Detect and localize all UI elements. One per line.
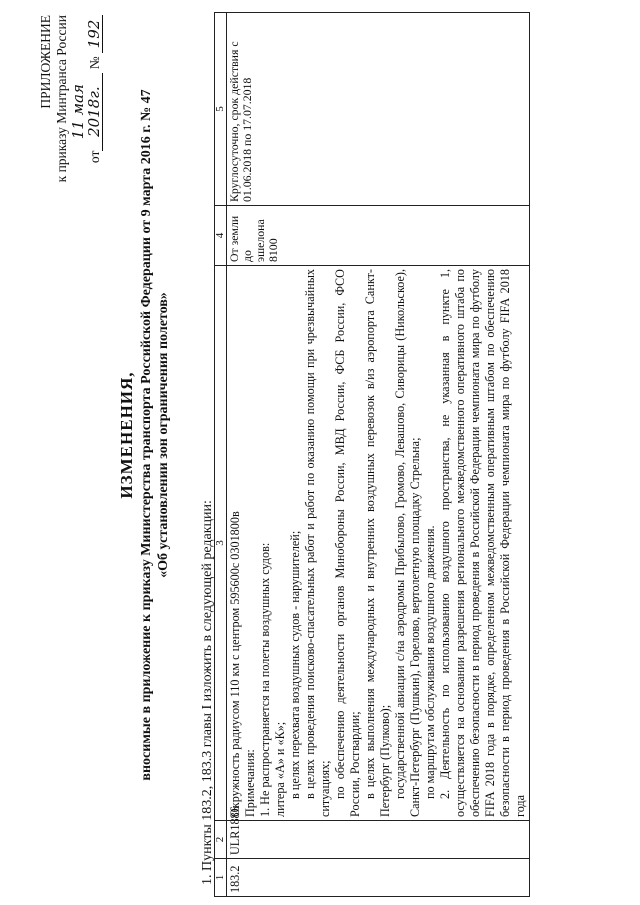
handwritten-date: 11 мая 2018г. xyxy=(70,73,103,151)
number-prefix: № xyxy=(87,56,102,70)
document-heading xyxy=(116,75,172,795)
description-line: по маршрутам обслуживания воздушного движения. xyxy=(423,525,437,799)
appendix-title: ПРИЛОЖЕНИЕ xyxy=(38,15,53,109)
appendix-date-line xyxy=(70,15,103,255)
intro-paragraph: 1. Пункты 183.2, 183.3 главы I изложить в следующей редакции: xyxy=(200,500,215,885)
table-header-row xyxy=(215,13,227,897)
heading-subtitle: вносимые в приложение к приказу Министерства транспорта Российской Федерации от 9 марта 2016 г. № 47 xyxy=(139,89,154,781)
zone-description-cell xyxy=(227,266,530,821)
heading-subtitle-2: «Об установлении зон ограничения полетов» xyxy=(156,292,171,578)
handwritten-number: 192 xyxy=(86,15,103,53)
zone-code-cell: ULR1886 xyxy=(227,821,530,859)
appendix-order-line: к приказу Минтранса России xyxy=(54,15,69,183)
restriction-zones-table xyxy=(214,12,530,897)
description-line: в целях проведения поисково-спасательных работ и работ по оказанию помощи при чрезвычайных ситуациях; xyxy=(303,269,332,817)
date-prefix: от xyxy=(87,150,102,164)
table-row xyxy=(227,13,530,897)
appendix-block xyxy=(38,15,103,255)
description-line: государственной авиации с/на аэродромы Прибылово, Громово, Левашово, Сиворицы (Никольское), Санкт-Петербург (Пушкин), Горелово, вертолетную площадку Стрельна; xyxy=(393,269,422,817)
item-number-cell: 183.2 xyxy=(227,859,530,897)
header-cell: 4 xyxy=(215,206,227,266)
description-line: Примечания: xyxy=(243,749,257,817)
altitude-cell: От земли до эшелона 8100 xyxy=(227,206,530,266)
description-line: 2. Деятельность по использованию воздушного пространства, не указанная в пункте 1, осуществляется на основании разрешения регионального межведомственного оперативного штаба по обеспечению безопасности в период проведения в Российской Федерации чемпионата мира по футболу FIFA 2018 года в порядке, определенном межведомственным оперативным штабом по обеспечению безопасности в период проведения в Российской Федерации чемпионата мира по футболу FIFA 2018 года xyxy=(438,269,527,817)
description-line: в целях выполнения международных и внутренних воздушных перевозок в/из аэропорта Санкт-Петербург (Пулково); xyxy=(363,269,392,817)
description-line: в целях перехвата воздушных судов - нарушителей; xyxy=(288,530,302,799)
description-line: по обеспечению деятельности органов Минобороны России, МВД России, ФСБ России, ФСО России, Росгвардии; xyxy=(333,269,362,817)
header-cell: 2 xyxy=(215,821,227,859)
description-line: Окружность радиусом 110 км с центром 595600с 0301800в xyxy=(228,511,242,817)
description-line: 1. Не распространяется на полеты воздушных судов: xyxy=(258,542,272,817)
header-cell: 3 xyxy=(215,266,227,821)
heading-title: ИЗМЕНЕНИЯ, xyxy=(117,371,136,499)
header-cell: 1 xyxy=(215,859,227,897)
header-cell: 5 xyxy=(215,13,227,206)
time-cell: Круглосуточно, срок действия с 01.06.2018 по 17.07.2018 xyxy=(227,13,530,206)
description-line: литера «А» и «К»; xyxy=(273,721,287,817)
